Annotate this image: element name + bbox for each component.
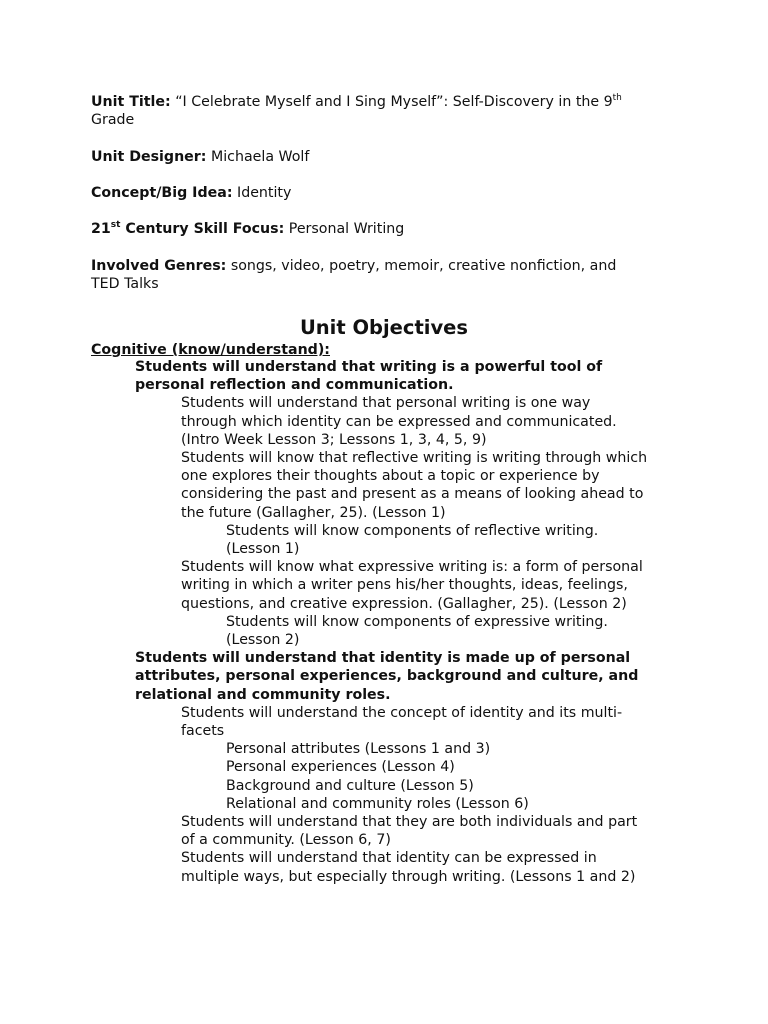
sub-objective-text-line: questions, and creative expression. (Gallagher, 25). (Lesson 2) bbox=[181, 595, 627, 612]
sub-objective-text-line: Students will understand that they are both individuals and part bbox=[181, 814, 638, 830]
objective-text-line: relational and community roles. bbox=[135, 686, 391, 703]
sub-objective-text-line: Students will understand that personal writing is one way bbox=[181, 395, 591, 412]
genres-value-line1: songs, video, poetry, memoir, creative nonfiction, and bbox=[230, 258, 617, 274]
sub-sub-objective-text-line: (Lesson 1) bbox=[226, 541, 300, 557]
concept-block bbox=[91, 184, 691, 202]
unit-designer-block bbox=[91, 148, 691, 166]
sub-objective-text-line: facets bbox=[181, 723, 225, 739]
objective-text-line: personal reflection and communication. bbox=[135, 377, 454, 394]
skill-value: Personal Writing bbox=[288, 221, 405, 237]
sub-objective-text-line: considering the past and present as a means of looking ahead to bbox=[181, 486, 644, 503]
objective-text-line: Students will understand that identity is made up of personal bbox=[135, 650, 631, 667]
unit-title-sup: th bbox=[612, 93, 622, 103]
sub-objective-text-line: of a community. (Lesson 6, 7) bbox=[181, 832, 391, 849]
sub-sub-objective-text-line: Personal experiences (Lesson 4) bbox=[226, 759, 455, 776]
unit-title-block bbox=[91, 93, 691, 129]
sub-sub-objective-text-line: Relational and community roles (Lesson 6) bbox=[226, 795, 529, 812]
skill-label-post: Century Skill Focus: bbox=[125, 221, 285, 237]
unit-designer-label: Unit Designer: bbox=[91, 149, 207, 165]
sub-sub-objective-text-line: Background and culture (Lesson 5) bbox=[226, 777, 474, 794]
sub-sub-objective-text-line: Personal attributes (Lessons 1 and 3) bbox=[226, 741, 491, 758]
skill-focus-block bbox=[91, 220, 691, 238]
sub-sub-objective-text-line: Students will know components of expressive writing. bbox=[226, 613, 608, 630]
cognitive-heading: Cognitive (know/understand): bbox=[91, 342, 330, 358]
unit-title-label: Unit Title: bbox=[91, 94, 171, 110]
skill-label-sup: st bbox=[110, 220, 121, 230]
sub-objective-text-line: Students will know what expressive writing is: a form of personal bbox=[181, 559, 643, 576]
unit-title-cont: Grade bbox=[91, 112, 135, 129]
sub-objective-text-line: through which identity can be expressed and communicated. bbox=[181, 413, 617, 430]
concept-label: Concept/Big Idea: bbox=[91, 185, 233, 201]
sub-objective-text-line: Students will understand that identity can be expressed in bbox=[181, 850, 597, 867]
sub-sub-objective-text-line: (Lesson 2) bbox=[226, 632, 300, 648]
unit-designer-value: Michaela Wolf bbox=[210, 149, 310, 165]
genres-value-line2: TED Talks bbox=[91, 276, 159, 293]
sub-objective-text-line: one explores their thoughts about a topic or experience by bbox=[181, 468, 600, 485]
genres-block bbox=[91, 257, 691, 293]
sub-objective-text-line: Students will know that reflective writing is writing through which bbox=[181, 450, 648, 466]
skill-label-pre: 21 bbox=[91, 221, 111, 237]
sub-sub-objective-text-line: Students will know components of reflective writing. bbox=[226, 522, 599, 539]
objectives-title: Unit Objectives bbox=[299, 316, 469, 339]
sub-objective-text-line: Students will understand the concept of identity and its multi- bbox=[181, 704, 623, 721]
sub-objective-text-line: writing in which a writer pens his/her thoughts, ideas, feelings, bbox=[181, 577, 628, 594]
objective-text-line: attributes, personal experiences, background and culture, and bbox=[135, 668, 639, 685]
sub-objective-text-line: multiple ways, but especially through writing. (Lessons 1 and 2) bbox=[181, 868, 636, 885]
genres-label: Involved Genres: bbox=[91, 258, 227, 274]
unit-title-value: “I Celebrate Myself and I Sing Myself”: Self-Discovery in the 9 bbox=[175, 94, 613, 110]
sub-objective-text-line: the future (Gallagher, 25). (Lesson 1) bbox=[181, 504, 446, 521]
sub-objective-text-line: (Intro Week Lesson 3; Lessons 1, 3, 4, 5, 9) bbox=[181, 431, 487, 448]
objective-text-line: Students will understand that writing is a powerful tool of bbox=[135, 359, 603, 375]
concept-value: Identity bbox=[237, 185, 292, 201]
